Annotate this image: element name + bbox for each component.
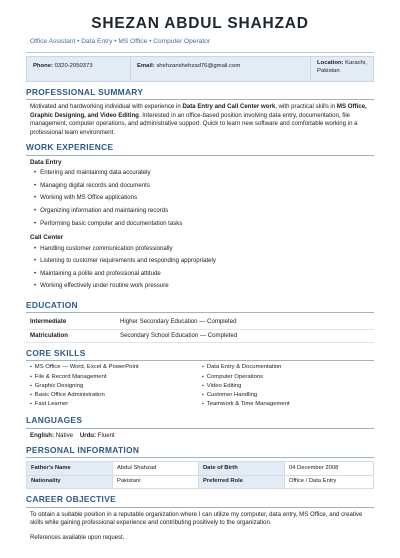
skill-item: ▪ Customer Handling [202, 392, 374, 401]
education-level: Intermediate [26, 316, 116, 329]
list-item: • Entering and maintaining data accurately [34, 169, 374, 182]
table-row [26, 316, 374, 329]
contact-phone [27, 57, 131, 81]
list-item: • Maintaining a polite and professional attitude [34, 270, 374, 283]
summary-text [26, 103, 374, 137]
phone-label: Phone: [33, 62, 53, 69]
education-heading: EDUCATION [26, 299, 78, 310]
list-item: • Listening to customer requirements and responding appropriately [34, 257, 374, 270]
references-note: References available upon request. [30, 534, 125, 541]
location-label: Location: [317, 59, 344, 66]
section-divider [26, 312, 374, 313]
field-value: Office / Data Entry [285, 475, 374, 489]
job-duties-list [26, 169, 374, 232]
table-row [27, 475, 374, 489]
education-table [26, 316, 374, 343]
location-value-line2: Pakistan [317, 67, 340, 74]
field-label: Date of Birth [199, 462, 285, 476]
experience-heading: WORK EXPERIENCE [26, 142, 114, 153]
phone-value: 0320-2050373 [54, 62, 93, 69]
list-item: • Organizing information and maintaining records [34, 207, 374, 220]
contact-bar [26, 56, 374, 82]
contact-email [131, 57, 311, 81]
list-item: • Performing basic computer and documentation tasks [34, 220, 374, 233]
skill-item: ▪ Data Entry & Documentation [202, 364, 374, 373]
skill-item: ▪ File & Record Management [30, 374, 202, 383]
language-level: Native [55, 431, 74, 439]
skill-item: ▪ Teamwork & Time Management [202, 401, 374, 410]
divider [26, 52, 374, 53]
objective-text: To obtain a suitable position in a reputable organization where I can utilize my computer, data entry, MS Office, and creative skills while gaining professional experience and contributing positively to the organization. [30, 510, 363, 527]
language-level: Fluent [97, 431, 115, 439]
job-heading: Call Center [30, 234, 64, 242]
skill-item: ▪ Computer Operations [202, 374, 374, 383]
language-name: Urdu: [79, 431, 97, 439]
languages-line [26, 432, 374, 440]
objective-heading: CAREER OBJECTIVE [26, 494, 116, 505]
candidate-name: SHEZAN ABDUL SHAHZAD [91, 15, 309, 32]
skills-heading: CORE SKILLS [26, 348, 86, 359]
table-row [26, 329, 374, 342]
email-value: shehzanshehzad76@gmail.com [156, 62, 241, 69]
skill-item: ▪ Graphic Designing [30, 383, 202, 392]
field-value: Abdul Shahzad [113, 462, 199, 476]
skills-column-left [30, 364, 202, 410]
list-item: • Managing digital records and documents [34, 182, 374, 195]
list-item: • Handling customer communication professionally [34, 245, 374, 258]
job-heading: Data Entry [30, 158, 62, 166]
skill-item: ▪ Basic Office Administration [30, 392, 202, 401]
section-divider [26, 360, 374, 361]
education-detail: Secondary School Education — Completed [116, 329, 374, 342]
section-divider [26, 507, 374, 508]
section-divider [26, 99, 374, 100]
email-label: Email: [137, 62, 155, 69]
field-label: Nationality [27, 475, 113, 489]
summary-part: . Interested in an office-based position involving data entry, documentation, file management, computer operations, and administrative support. Quick to learn new software and comfortable working in a professional team environment. [30, 111, 358, 136]
section-divider [26, 428, 374, 429]
summary-emphasis: MS Office, Graphic Designing, and Video Editing [30, 103, 367, 119]
education-level: Matriculation [26, 329, 116, 342]
languages-heading: LANGUAGES [26, 415, 83, 426]
language-name: English: [30, 431, 55, 439]
education-detail: Higher Secondary Education — Completed [116, 316, 374, 329]
headline: Office Assistant • Data Entry • MS Office • Computer Operator [30, 37, 211, 45]
summary-part: Motivated and hardworking individual with experience in [30, 103, 183, 111]
field-label: Preferred Role [199, 475, 285, 489]
skills-column-right [202, 364, 374, 410]
field-value: Pakistani [113, 475, 199, 489]
location-value: Karachi, [345, 59, 367, 66]
list-item: • Working effectively under routine work pressure [34, 282, 374, 295]
section-divider [26, 457, 374, 458]
personal-info-table [26, 461, 374, 489]
skill-item: ▪ Fast Learner [30, 401, 202, 410]
summary-emphasis: Data Entry and Call Center work [182, 103, 276, 111]
field-label: Father's Name [27, 462, 113, 476]
field-value: 04 December 2008 [285, 462, 374, 476]
job-duties-list [26, 245, 374, 295]
personal-heading: PERSONAL INFORMATION [26, 444, 140, 455]
contact-location [311, 57, 373, 81]
summary-part: , with practical skills in [275, 103, 337, 111]
summary-heading: PROFESSIONAL SUMMARY [26, 86, 144, 97]
list-item: • Working with MS Office applications [34, 194, 374, 207]
skill-item: ▪ MS Office — Word, Excel & PowerPoint [30, 364, 202, 373]
skills-grid [26, 364, 374, 410]
section-divider [26, 155, 374, 156]
skill-item: ▪ Video Editing [202, 383, 374, 392]
table-row [27, 462, 374, 476]
